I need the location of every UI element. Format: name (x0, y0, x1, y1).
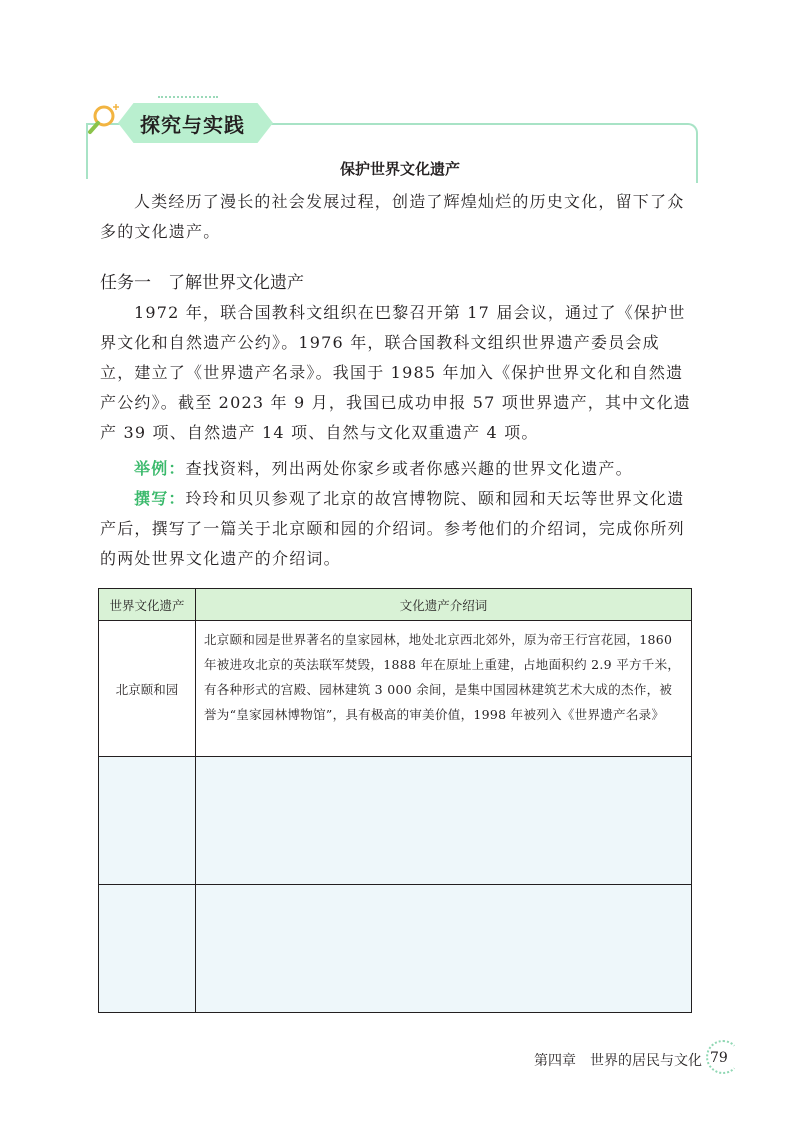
heritage-description-cell: 北京颐和园是世界著名的皇家园林，地处北京西北郊外，原为帝王行宫花园，1860 年被进攻北京的英法联军焚毁，1888 年在原址上重建，占地面积约 2.9 平方千米，有各种形式的宫殿、园林建筑 3 000 余间，是集中国园林建筑艺术大成的杰作，被誉为“皇家园林博物馆”，具有极高的审美价值，1998 年被列入《世界遗产名录》 (196, 621, 692, 757)
table-header-row (99, 589, 692, 621)
task-title: 任务一 了解世界文化遗产 (100, 273, 304, 293)
write-text: 玲玲和贝贝参观了北京的故宫博物院、颐和园和天坛等世界文化遗产后，撰写了一篇关于北京颐和园的介绍词。参考他们的介绍词，完成你所列的两处世界文化遗产的介绍词。 (100, 489, 685, 568)
write-paragraph (100, 484, 694, 574)
magnifier-icon (86, 100, 126, 140)
heritage-name-input-cell[interactable] (99, 885, 196, 1013)
page-number: 79 (710, 1050, 728, 1066)
write-label: 撰写： (134, 489, 186, 508)
task-paragraph: 1972 年，联合国教科文组织在巴黎召开第 17 届会议，通过了《保护世界文化和自然遗产公约》。1976 年，联合国教科文组织世界遗产委员会成立，建立了《世界遗产名录》。我国于 1985 年加入《保护世界文化和自然遗产公约》。截至 2023 年 9 月，我国已成功申报 57 项世界遗产，其中文化遗产 39 项、自然遗产 14 项、自然与文化双重遗产 4 项。 (100, 303, 691, 442)
heritage-table (98, 588, 692, 1013)
heritage-description-input-cell[interactable] (196, 757, 692, 885)
example-label: 举例： (134, 459, 186, 478)
section-title: 保护世界文化遗产 (339, 160, 460, 178)
heritage-name-input-cell[interactable] (99, 757, 196, 885)
example-paragraph (100, 454, 694, 484)
table-header-cell: 文化遗产介绍词 (196, 589, 692, 621)
banner-title: 探究与实践 (140, 113, 245, 137)
heritage-description-input-cell[interactable] (196, 885, 692, 1013)
chapter-footer: 第四章 世界的居民与文化 (534, 1053, 702, 1069)
table-row (99, 885, 692, 1013)
heritage-name-cell: 北京颐和园 (99, 621, 196, 757)
example-text: 查找资料，列出两处你家乡或者你感兴趣的世界文化遗产。 (185, 459, 633, 478)
intro-paragraph: 人类经历了漫长的社会发展过程，创造了辉煌灿烂的历史文化，留下了众多的文化遗产。 (100, 192, 685, 241)
table-row (99, 621, 692, 757)
table-row (99, 757, 692, 885)
table-header-cell: 世界文化遗产 (99, 589, 196, 621)
